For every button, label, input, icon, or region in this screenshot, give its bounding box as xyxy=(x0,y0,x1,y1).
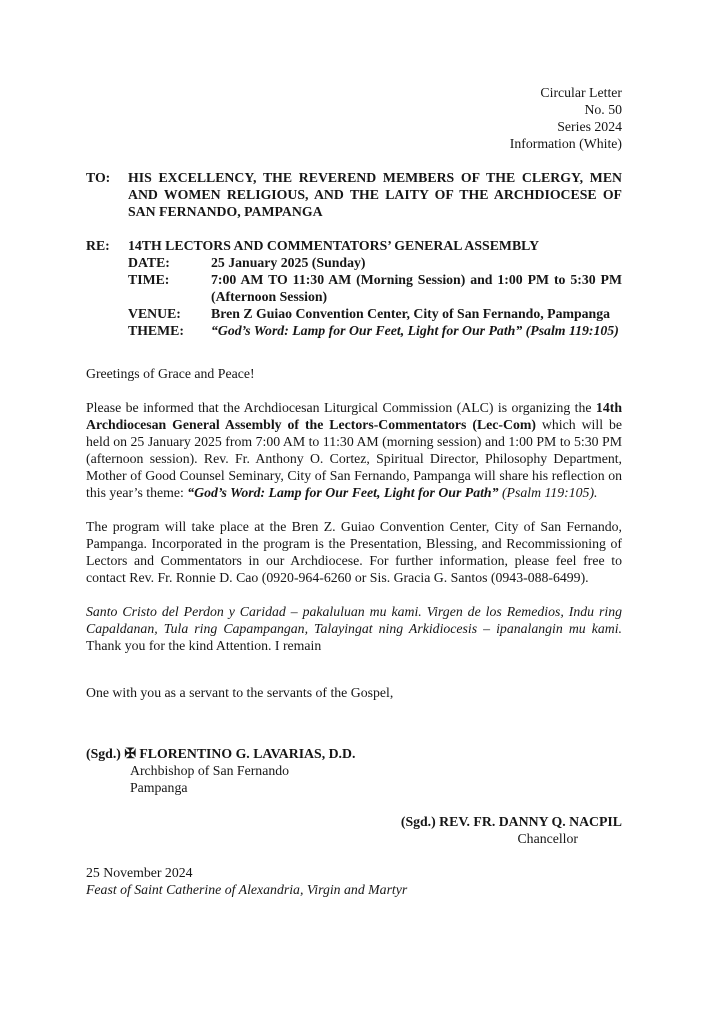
header-doc-number: No. 50 xyxy=(584,102,622,117)
archbishop-title: Archbishop of San Fernando xyxy=(130,763,290,778)
theme-label: THEME: xyxy=(128,323,184,338)
to-label: TO: xyxy=(86,170,111,185)
re-block xyxy=(86,237,622,339)
footer-block xyxy=(86,864,622,898)
p3-prayer-invocation: Santo Cristo del Perdon y Caridad – pakaluluan mu kami. Virgen de los Remedios, Indu ring Capaldanan, Tula ring Capampangan, Talayingat ning Arkidiocesis – ipanalangin mu kami. xyxy=(86,604,622,636)
time-value: 7:00 AM TO 11:30 AM (Morning Session) and 1:00 PM to 5:30 PM (Afternoon Session) xyxy=(211,272,622,304)
header-series: Series 2024 xyxy=(557,119,622,134)
p1-details: which will be held on 25 January 2025 from 7:00 AM to 11:30 AM (morning session) and 1:00 PM to 5:30 PM (afternoon session). Rev. Fr. Anthony O. Cortez, Spiritual Director, Philosophy Department, Mother of Good Counsel Seminary, City of San Fernando, Pampanga will share his reflection on this year’s theme: xyxy=(86,417,622,500)
re-content xyxy=(128,237,622,339)
to-block xyxy=(86,169,622,220)
re-label: RE: xyxy=(86,238,110,253)
date-label: DATE: xyxy=(128,255,170,270)
time-label: TIME: xyxy=(128,272,170,287)
letter-date: 25 November 2024 xyxy=(86,865,193,880)
archbishop-province: Pampanga xyxy=(130,780,188,795)
date-value: 25 January 2025 (Sunday) xyxy=(211,255,366,270)
re-venue-row xyxy=(128,305,622,322)
document-header xyxy=(86,84,622,152)
paragraph-program: The program will take place at the Bren Z. Guiao Convention Center, City of San Fernando, Pampanga. Incorporated in the program is the Presentation, Blessing, and Recommissioning of Lectors and Commentators in our Archdiocese. For further information, please feel free to contact Rev. Fr. Ronnie D. Cao (0920-964-6260 or Sis. Gracia G. Santos (0943-088-6499). xyxy=(86,519,622,585)
greeting-line: Greetings of Grace and Peace! xyxy=(86,366,255,381)
feast-day-line: Feast of Saint Catherine of Alexandria, Virgin and Martyr xyxy=(86,882,408,897)
p1-assembly-name: 14th Archdiocesan General Assembly of the Lectors-Commentators (Lec-Com) xyxy=(86,400,622,432)
archbishop-signature-line xyxy=(86,745,622,762)
chancellor-title: Chancellor xyxy=(517,831,578,846)
valediction-line: One with you as a servant to the servants of the Gospel, xyxy=(86,685,394,700)
episcopal-cross-icon: ✠ xyxy=(124,746,136,761)
archbishop-name: FLORENTINO G. LAVARIAS, D.D. xyxy=(135,746,356,761)
signature-chancellor xyxy=(86,813,622,847)
venue-label: VENUE: xyxy=(128,306,181,321)
paragraph-announcement xyxy=(86,399,622,501)
paragraph-prayer xyxy=(86,603,622,654)
p1-intro: Please be informed that the Archdiocesan Liturgical Commission (ALC) is organizing the xyxy=(86,400,596,415)
chancellor-name: (Sgd.) REV. FR. DANNY Q. NACPIL xyxy=(400,814,622,829)
re-subject: 14TH LECTORS AND COMMENTATORS’ GENERAL ASSEMBLY xyxy=(128,238,540,253)
to-text: HIS EXCELLENCY, THE REVEREND MEMBERS OF THE CLERGY, MEN AND WOMEN RELIGIOUS, AND THE LAITY OF THE ARCHDIOCESE OF SAN FERNANDO, PAMPANGA xyxy=(128,170,622,219)
re-date-row xyxy=(128,254,622,271)
p1-psalm-ref: (Psalm 119:105). xyxy=(498,485,598,500)
re-theme-row xyxy=(128,322,622,339)
theme-value: “God’s Word: Lamp for Our Feet, Light for Our Path” (Psalm 119:105) xyxy=(211,323,619,338)
venue-value: Bren Z Guiao Convention Center, City of San Fernando, Pampanga xyxy=(211,306,610,321)
p3-closing: Thank you for the kind Attention. I remain xyxy=(86,638,322,653)
header-classification: Information (White) xyxy=(509,136,622,151)
sgd-notation: (Sgd.) xyxy=(86,746,125,761)
re-time-row xyxy=(128,271,622,305)
header-doc-type: Circular Letter xyxy=(540,85,622,100)
p1-theme-quote: “God’s Word: Lamp for Our Feet, Light for Our Path” xyxy=(187,485,499,500)
signature-archbishop xyxy=(86,745,622,796)
